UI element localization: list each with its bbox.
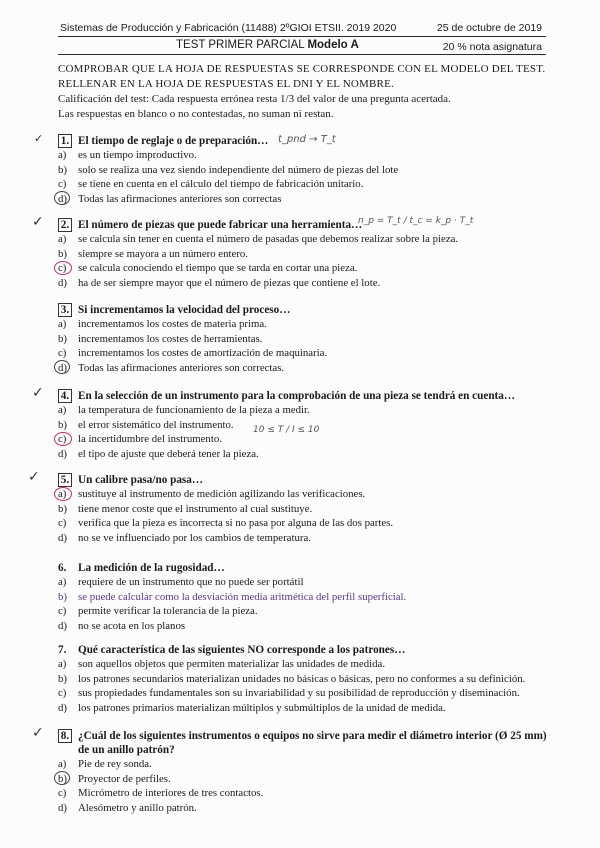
- instruction-line-2: RELLENAR EN LA HOJA DE RESPUESTAS EL DNI Y EL NOMBRE.: [58, 78, 394, 90]
- question-7: [58, 643, 558, 715]
- question-text: ¿Cuál de los siguientes instrumentos o equipos no sirve para medir el diámetro interior (Ø 25 mm): [78, 730, 547, 742]
- option-b[interactable]: b) los patrones secundarios materializan unidades no básicas o básicas, pero no conformes a su definición.: [58, 672, 526, 685]
- option-d[interactable]: d) Todas las afirmaciones anteriores son correctas: [58, 192, 282, 205]
- check-mark-icon: ✓: [32, 385, 44, 401]
- option-b[interactable]: b) incrementamos los costes de herramientas.: [58, 332, 263, 345]
- question-text: El número de piezas que puede fabricar una herramienta…: [78, 219, 363, 231]
- instruction-line-4: Las respuestas en blanco o no contestadas, no suman ni restan.: [58, 108, 334, 120]
- option-c[interactable]: c) sus propiedades fundamentales son su invariabilidad y su posibilidad de reproducción y diseminación.: [58, 687, 520, 700]
- question-number: 5.: [58, 473, 72, 487]
- option-d[interactable]: d) el tipo de ajuste que deberá tener la pieza.: [58, 447, 259, 460]
- handwritten-note: 10 ≤ T / I ≤ 10: [253, 425, 320, 435]
- option-c[interactable]: c) Micrómetro de interiores de tres contactos.: [58, 787, 264, 800]
- option-c[interactable]: c) permite verificar la tolerancia de la pieza.: [58, 605, 258, 618]
- option-d[interactable]: d) Alesómetro y anillo patrón.: [58, 801, 197, 814]
- option-a[interactable]: a) son aquellos objetos que permiten materializar las unidades de medida.: [58, 658, 386, 670]
- handwritten-note: t_pnd → T_t: [278, 134, 336, 145]
- option-a[interactable]: a) Pie de rey sonda.: [58, 758, 152, 770]
- check-mark-icon: ✓: [32, 214, 44, 230]
- question-text: Si incrementamos la velocidad del proceso…: [78, 304, 291, 316]
- question-number: 8.: [58, 729, 72, 743]
- exam-date: 25 de octubre de 2019: [436, 22, 542, 34]
- option-a[interactable]: a) requiere de un instrumento que no puede ser portátil: [58, 576, 304, 588]
- check-mark-icon: ✓: [32, 725, 44, 741]
- option-b[interactable]: b) siempre se mayora a un número entero.: [58, 247, 248, 260]
- option-b[interactable]: b) se puede calcular como la desviación media aritmética del perfil superficial.: [58, 590, 407, 603]
- question-text: El tiempo de reglaje o de preparación…: [78, 135, 269, 147]
- question-heading: [58, 473, 558, 487]
- check-mark-icon: ✓: [34, 132, 44, 145]
- question-6: [58, 561, 558, 633]
- question-number: 2.: [58, 218, 72, 232]
- instruction-line-3: Calificación del test: Cada respuesta errónea resta 1/3 del valor de una pregunta acertada.: [58, 93, 451, 105]
- question-heading: [58, 561, 558, 575]
- question-text: Qué característica de las siguientes NO corresponde a los patrones…: [78, 644, 406, 656]
- option-b[interactable]: b) solo se realiza una vez siendo independiente del número de piezas del lote: [58, 163, 399, 176]
- option-c[interactable]: c) la incertidumbre del instrumento.: [58, 433, 222, 446]
- option-a[interactable]: a) la temperatura de funcionamiento de la pieza a medir.: [58, 404, 310, 416]
- answer-circle: [54, 360, 70, 374]
- answer-circle: [54, 191, 70, 205]
- exam-weight: 20 % nota asignatura: [442, 41, 542, 53]
- option-b[interactable]: b) el error sistemático del instrumento.: [58, 418, 234, 431]
- course-header: Sistemas de Producción y Fabricación (11488) 2ºGIOI ETSII. 2019 2020: [60, 22, 397, 34]
- question-number: 1.: [58, 134, 72, 148]
- question-text: Un calibre pasa/no pasa…: [78, 474, 204, 486]
- exam-title-prefix: TEST PRIMER PARCIAL: [176, 39, 305, 51]
- question-number: 3.: [58, 303, 72, 317]
- header-divider: [58, 36, 546, 37]
- option-a[interactable]: a) es un tiempo improductivo.: [58, 149, 197, 161]
- question-number: 4.: [58, 389, 72, 403]
- question-2: [32, 214, 558, 290]
- header-divider-2: [58, 54, 546, 55]
- check-mark-icon: ✓: [28, 469, 40, 485]
- option-c[interactable]: c) incrementamos los costes de amortización de maquinaria.: [58, 347, 328, 360]
- option-c[interactable]: c) se calcula conociendo el tiempo que se tarda en cortar una pieza.: [58, 262, 358, 275]
- option-d[interactable]: d) Todas las afirmaciones anteriores son correctas.: [58, 361, 285, 374]
- option-a[interactable]: a) sustituye al instrumento de medición agilizando las verificaciones.: [58, 488, 366, 500]
- option-b[interactable]: b) tiene menor coste que el instrumento al cual sustituye.: [58, 502, 313, 515]
- option-c[interactable]: c) se tiene en cuenta en el cálculo del tiempo de fabricación unitario.: [58, 178, 364, 191]
- option-d[interactable]: d) los patrones primarios materializan múltiplos y submúltiplos de la unidad de medida.: [58, 701, 446, 714]
- option-c[interactable]: c) verifica que la pieza es incorrecta si no pasa por alguna de las dos partes.: [58, 517, 394, 530]
- handwritten-note: n_p = T_t / t_c = k_p · T_t: [358, 216, 474, 226]
- answer-circle: [54, 261, 72, 275]
- question-5: [28, 469, 558, 545]
- option-b[interactable]: b) Proyector de perfiles.: [58, 772, 171, 785]
- question-heading: [58, 643, 558, 657]
- question-8: [32, 725, 558, 815]
- question-3: [58, 303, 558, 375]
- answer-circle: [54, 771, 70, 785]
- question-text: La medición de la rugosidad…: [78, 562, 225, 574]
- question-number: 7.: [58, 644, 67, 656]
- question-1: [34, 132, 558, 206]
- answer-circle: [54, 432, 72, 446]
- instruction-line-1: COMPROBAR QUE LA HOJA DE RESPUESTAS SE CORRESPONDE CON EL MODELO DEL TEST.: [58, 63, 546, 75]
- question-heading: [58, 729, 558, 743]
- question-4: [32, 385, 558, 461]
- question-number: 6.: [58, 562, 67, 574]
- exam-title: [176, 39, 359, 51]
- exam-model: Modelo A: [307, 39, 359, 51]
- option-d[interactable]: d) ha de ser siempre mayor que el número de piezas que contiene el lote.: [58, 276, 381, 289]
- option-d[interactable]: d) no se ve influenciado por los cambios de temperatura.: [58, 531, 311, 544]
- question-heading: [58, 218, 558, 232]
- option-d[interactable]: d) no se acota en los planos: [58, 619, 186, 632]
- question-heading: [58, 389, 558, 403]
- option-a[interactable]: a) se calcula sin tener en cuenta el número de pasadas que debemos realizar sobre la pieza.: [58, 233, 459, 245]
- option-a[interactable]: a) incrementamos los costes de materia prima.: [58, 318, 267, 330]
- answer-circle: [54, 487, 72, 501]
- question-text-continued: de un anillo patrón?: [78, 744, 175, 756]
- question-heading: [58, 303, 558, 317]
- question-text: En la selección de un instrumento para la comprobación de una pieza se tendrá en cuenta…: [78, 390, 516, 402]
